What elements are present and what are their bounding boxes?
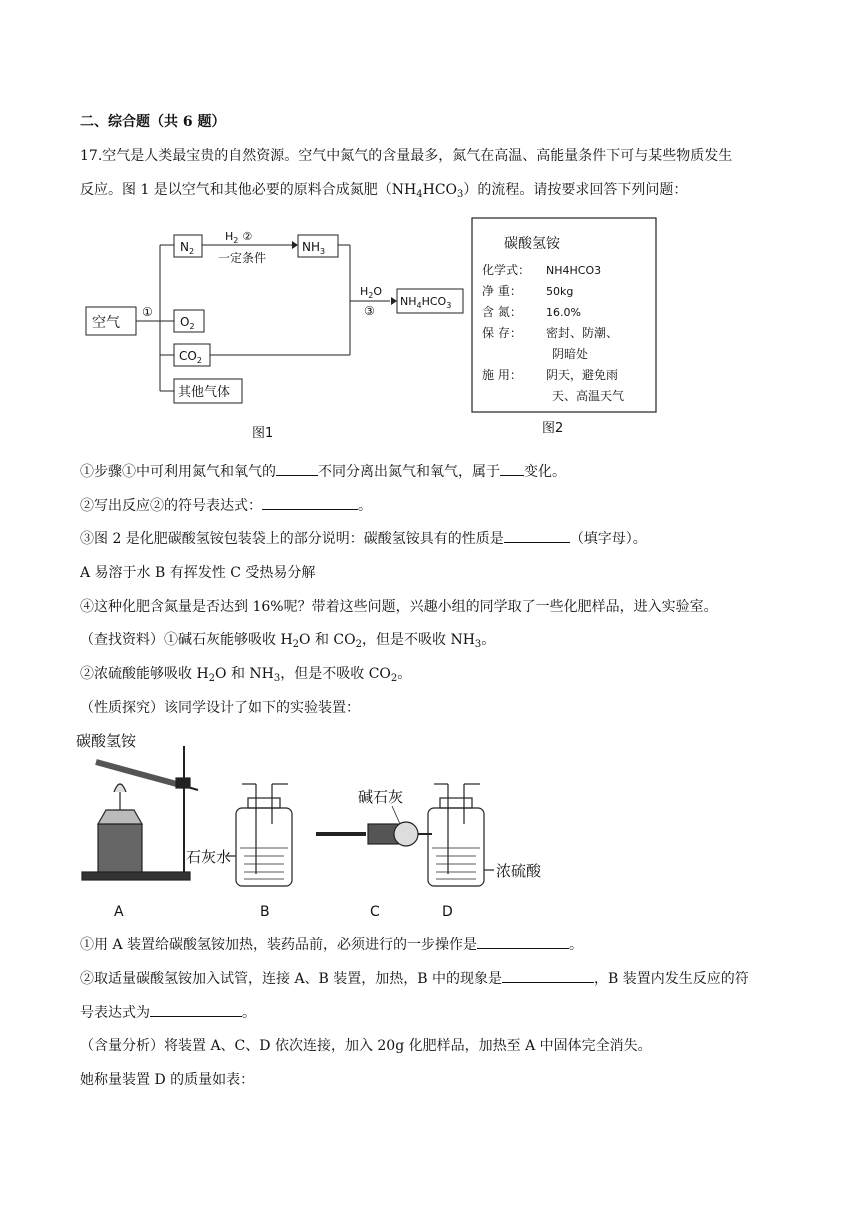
info-line-1: （查找资料）①碱石灰能够吸收 $H_2O$ 和 $CO_2$，但是不吸收 $NH_3$。: [80, 632, 496, 650]
storage-label: 保 存：: [482, 326, 522, 340]
ammonium-bicarbonate-label: 碳酸氢铵: [76, 732, 137, 750]
question-intro-line1: 17.空气是人类最宝贵的自然资源。空气中氮气的含量最多，氮气在高温、高能量条件下可与某些物质发生: [80, 148, 733, 164]
label-a: A: [114, 904, 124, 920]
co2-label: $CO_2$: [179, 349, 202, 365]
answer-blank-6[interactable]: [502, 968, 594, 983]
label-title: 碳酸氢铵: [504, 236, 560, 252]
figure-2-caption: 图2: [542, 421, 564, 436]
product-label: $NH_4HCO_3$: [400, 295, 452, 310]
figure-1-caption: 图1: [252, 426, 274, 441]
sub-question-4: ④这种化肥含氮量是否达到 16%呢？带着这些问题，兴趣小组的同学取了一些化肥样品，进入实验室。: [80, 599, 718, 615]
answer-blank-2[interactable]: [500, 461, 524, 476]
formula-value: NH4HCO3: [546, 264, 602, 277]
formula-label: 化学式：: [482, 263, 531, 277]
answer-options: A 易溶于水 B 有挥发性 C 受热易分解: [80, 565, 316, 581]
experiment-question-2b: 号表达式为 。: [80, 1002, 256, 1023]
nitrogen-value: 16.0%: [546, 306, 581, 319]
label-b: B: [260, 904, 270, 920]
nh3-label: $NH_3$: [302, 240, 326, 256]
sulfuric-acid-label: 浓硫酸: [496, 862, 542, 880]
limewater-label: 石灰水: [186, 848, 232, 866]
weight-label: 净 重：: [482, 284, 522, 298]
sub-question-3: ③图 2 是化肥碳酸氢铵包装袋上的部分说明：碳酸氢铵具有的性质是 （填字母）。: [80, 528, 647, 549]
apparatus-a: [82, 746, 198, 880]
sub-question-2: ②写出反应②的符号表达式： 。: [80, 495, 372, 516]
answer-blank-5[interactable]: [477, 934, 569, 949]
apparatus-figure: [76, 724, 556, 924]
usage-value-1: 阴天，避免雨: [546, 368, 619, 382]
apparatus-d: [428, 784, 494, 886]
condition-label: 一定条件: [218, 251, 267, 265]
weight-value: 50kg: [546, 285, 574, 298]
step1-label: ①: [142, 305, 153, 319]
storage-value-1: 密封、防潮、: [546, 326, 619, 340]
apparatus-c: [316, 806, 432, 846]
table-intro-line: 她称量装置 D 的质量如表：: [80, 1072, 255, 1088]
usage-label: 施 用：: [482, 368, 522, 382]
label-c: C: [370, 904, 380, 920]
h2-step2-label: $H_2$ ②: [225, 230, 253, 245]
air-label: 空气: [92, 315, 120, 331]
step3-label: ③: [364, 304, 375, 318]
apparatus-b: [226, 784, 292, 886]
other-gas-label: 其他气体: [178, 385, 231, 400]
answer-blank-7[interactable]: [150, 1002, 242, 1017]
sub-question-1: ①步骤①中可利用氮气和氧气的 不同分离出氮气和氧气，属于 变化。: [80, 461, 566, 482]
h2o-label: $H_2O$: [360, 285, 383, 300]
figure-1-flowchart: [80, 215, 480, 445]
answer-blank-3[interactable]: [262, 495, 358, 510]
usage-value-2: 天、高温天气: [552, 389, 625, 403]
question-intro-line2: 反应。图 1 是以空气和其他必要的原料合成氮肥$(NH_4HCO_3)$的流程。请按要求回答下列问题：: [80, 182, 688, 200]
experiment-question-1: ①用 A 装置给碳酸氢铵加热，装药品前，必须进行的一步操作是 。: [80, 934, 583, 955]
answer-blank-1[interactable]: [276, 461, 318, 476]
figure-2-label-card: [470, 216, 670, 440]
o2-label: $O_2$: [180, 315, 195, 331]
section-heading: 二、综合题（共 6 题）: [80, 114, 226, 130]
label-d: D: [442, 904, 453, 920]
experiment-question-2a: ②取适量碳酸氢铵加入试管，连接 A、B 装置，加热，B 中的现象是 ，B 装置内发生反应的符: [80, 968, 749, 989]
analysis-line: （含量分析）将装置 A、C、D 依次连接，加入 20g 化肥样品，加热至 A 中固体完全消失。: [80, 1038, 652, 1054]
soda-lime-label: 碱石灰: [358, 788, 404, 806]
n2-label: $N_2$: [180, 240, 195, 256]
answer-blank-4[interactable]: [504, 528, 570, 543]
storage-value-2: 阴暗处: [552, 347, 589, 361]
info-line-2: ②浓硫酸能够吸收 $H_2O$ 和 $NH_3$，但是不吸收 $CO_2$。: [80, 666, 412, 684]
nitrogen-label: 含 氮：: [482, 305, 522, 319]
explore-line: （性质探究）该同学设计了如下的实验装置：: [80, 700, 360, 716]
